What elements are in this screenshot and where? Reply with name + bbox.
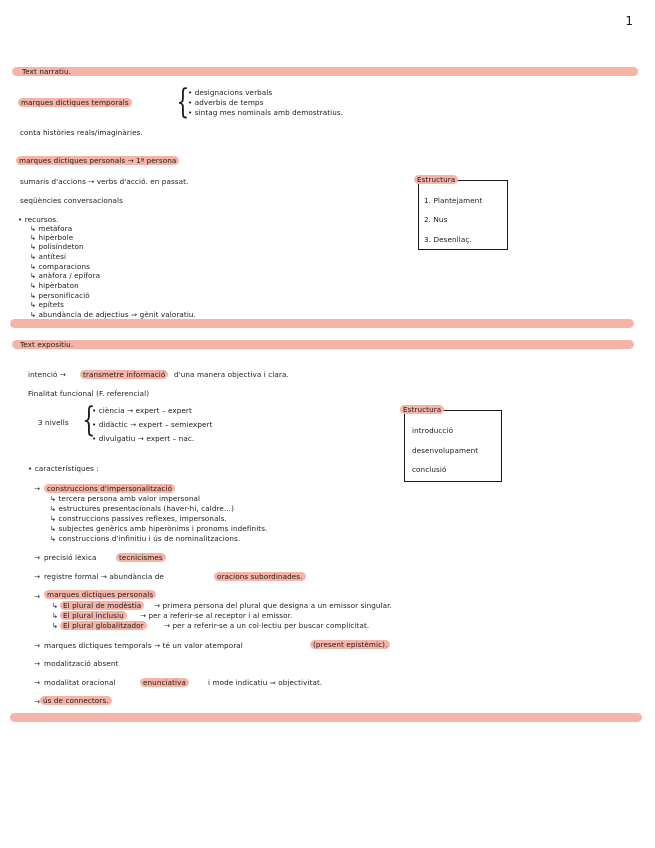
section-divider — [10, 713, 642, 722]
construccio-item: ↳ tercera persona amb valor impersonal — [50, 494, 201, 503]
arrow-bullet: → — [34, 697, 41, 706]
arrow-bullet: → — [34, 592, 41, 601]
precisio-lexica: precisió lèxica — [44, 553, 97, 562]
recurs-item: ↳ polisíndeton — [30, 242, 84, 251]
arrow-bullet: → — [34, 484, 41, 493]
construccions-heading: construccions d'impersonalització — [44, 484, 175, 493]
tecnicismes-highlight: tecnicismes — [116, 553, 166, 562]
section-title-expositiu: Text expositiu. — [20, 340, 74, 349]
intencio-rest: d'una manera objectiva i clara. — [174, 370, 289, 379]
estructura-item: 3. Desenllaç. — [424, 235, 472, 244]
connectors-highlight: ús de connectors. — [40, 696, 112, 705]
recurs-item: ↳ epítets — [30, 300, 64, 309]
plural-highlight: El plural de modèstia — [60, 601, 144, 610]
modalitzacio-absent: modalització absent — [44, 659, 119, 668]
estructura-title-narratiu: Estructura — [414, 175, 458, 184]
marques-temporals-heading: marques díctiques temporals — [18, 98, 132, 107]
sequencies-conversacionals: seqüències conversacionals — [20, 196, 123, 205]
finalitat-funcional: Finalitat funcional (F. referencial) — [28, 389, 150, 398]
recurs-item: ↳ comparacions — [30, 262, 91, 271]
arrow-bullet: → — [34, 678, 41, 687]
brace-nivells: { — [82, 400, 96, 440]
sub-arrow: ↳ — [52, 611, 59, 620]
section-bar-narratiu — [12, 67, 638, 76]
construccio-item: ↳ subjectes genèrics amb hiperònims i pronoms indefinits. — [50, 524, 268, 533]
temporal-item: • designacions verbals — [188, 88, 273, 97]
plural-description: → primera persona del plural que designa a un emissor singular. — [154, 601, 392, 610]
construccio-item: ↳ construccions d'infinitiu i ús de nominalitzacions. — [50, 534, 241, 543]
arrow-bullet: → — [34, 572, 41, 581]
sub-arrow: ↳ — [52, 621, 59, 630]
temporal-item: • sintag mes nominals amb demostratius. — [188, 108, 344, 117]
nivell-item: • didàctic → expert – semiexpert — [92, 420, 213, 429]
marques-personals-expositiu: marques díctiques personals — [44, 590, 156, 599]
construccio-item: ↳ estructures presentacionals (haver-hi, caldre...) — [50, 504, 234, 513]
sumaris-accions: sumaris d'accions → verbs d'acció. en passat. — [20, 177, 189, 186]
recurs-item: ↳ personificació — [30, 291, 90, 300]
plural-description: → per a referir-se al receptor i al emissor. — [140, 611, 293, 620]
caracteristiques-heading: • característiques : — [28, 464, 99, 473]
construccio-item: ↳ construccions passives reflexes, impersonals. — [50, 514, 227, 523]
modalitat-rest: i mode indicatiu ⇒ objectivitat. — [208, 678, 323, 687]
plural-highlight: El plural inclusiu — [60, 611, 127, 620]
estructura-item: 1. Plantejament — [424, 196, 483, 205]
recurs-item: ↳ hipèrbole — [30, 233, 74, 242]
recursos-heading: • recursos. — [18, 215, 59, 224]
recurs-item: ↳ antítesi — [30, 252, 67, 261]
recurs-item: ↳ anàfora / epífora — [30, 271, 101, 280]
modalitat-oracional: modalitat oracional — [44, 678, 116, 687]
arrow-bullet: → — [34, 553, 41, 562]
estructura-title-expositiu: Estructura — [400, 405, 444, 414]
present-epistemic-highlight: (present epistèmic). — [310, 640, 390, 649]
plural-highlight: El plural globalitzador — [60, 621, 147, 630]
conta-histories: conta històries reals/imaginàries. — [20, 128, 143, 137]
estructura-item: conclusió — [412, 465, 447, 474]
enunciativa-highlight: enunciativa — [140, 678, 189, 687]
recurs-item: ↳ hipèrbaton — [30, 281, 79, 290]
section-title-narratiu: Text narratiu. — [22, 67, 72, 76]
brace-temporals: { — [176, 82, 190, 122]
section-bar-expositiu — [12, 340, 634, 349]
estructura-item: desenvolupament — [412, 446, 479, 455]
temporal-item: • adverbis de temps — [188, 98, 264, 107]
recurs-item: ↳ metàfora — [30, 224, 73, 233]
nivell-item: • divulgatiu → expert – nac. — [92, 434, 195, 443]
sub-arrow: ↳ — [52, 601, 59, 610]
registre-highlight: oracions subordinades. — [214, 572, 306, 581]
intencio-label: intenció → — [28, 370, 67, 379]
intencio-highlight: transmetre informació — [80, 370, 168, 379]
nivells-label: 3 nivells — [38, 418, 69, 427]
plural-description: → per a referir-se a un col·lectiu per buscar complicitat. — [164, 621, 370, 630]
section-divider — [10, 319, 634, 328]
estructura-item: 2. Nus — [424, 215, 448, 224]
arrow-bullet: → — [34, 659, 41, 668]
nivell-item: • ciència → expert – expert — [92, 406, 192, 415]
arrow-bullet: → — [34, 641, 41, 650]
marques-personals-heading: marques díctiques personals → 1ª persona — [16, 156, 179, 165]
recurs-item: ↳ abundància de adjectius ⇒ gènit valoratiu. — [30, 310, 196, 319]
marques-temporals-expositiu: marques díctiques temporals → té un valor atemporal — [44, 641, 243, 650]
page-number: 1 — [625, 14, 633, 28]
estructura-item: introducció — [412, 426, 454, 435]
registre-formal: registre formal → abundància de — [44, 572, 164, 581]
